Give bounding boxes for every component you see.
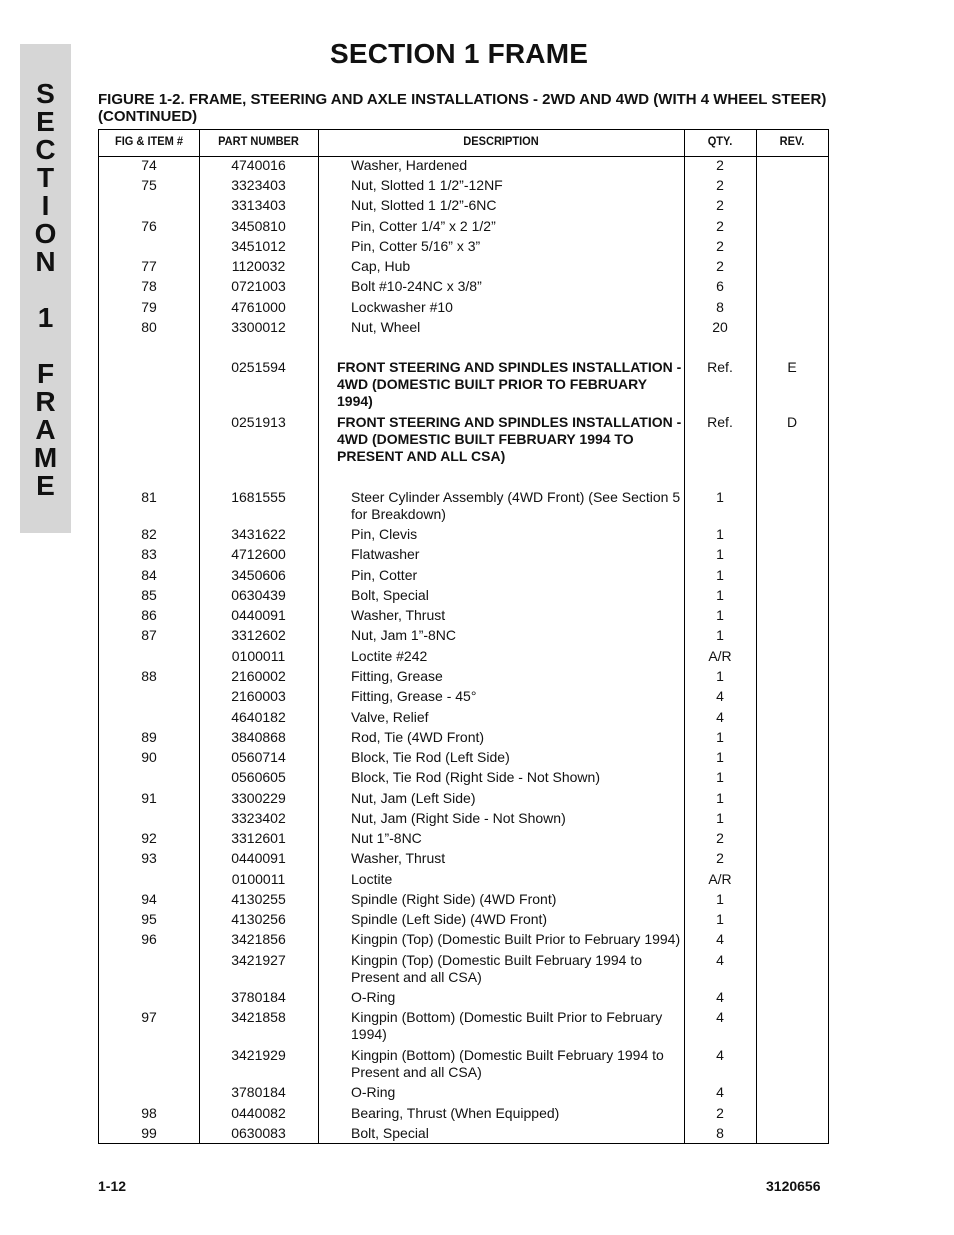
row-qty: 20 [712,319,728,335]
row-qty: 1 [716,769,724,785]
row-description: Fitting, Grease - 45° [351,688,477,704]
row-description: Nut, Slotted 1 1/2”-6NC [351,197,497,213]
row-part-number: 0630083 [231,1125,286,1141]
row-fig-item: 87 [141,627,157,643]
page-title: SECTION 1 FRAME [330,38,589,69]
row-description: Steer Cylinder Assembly (4WD Front) (See Section 5 for Breakdown) [351,489,681,522]
row-qty: 2 [716,177,724,193]
row-part-number: 4761000 [231,299,286,315]
column-header-qty: QTY. [707,134,733,148]
row-qty: 8 [716,1125,724,1141]
row-qty: 2 [716,258,724,274]
row-fig-item: 98 [141,1105,157,1121]
row-part-number: 0440091 [231,607,286,623]
row-part-number: 4640182 [231,709,286,725]
side-tab-letter: E [36,470,55,501]
row-qty: 2 [716,218,724,234]
row-description: Loctite #242 [351,648,428,664]
side-tab-letter: E [36,106,55,137]
column-header-part: PART NUMBER [218,134,299,148]
row-fig-item: 79 [141,299,157,315]
row-fig-item: 86 [141,607,157,623]
row-description: Washer, Hardened [351,157,468,173]
row-qty: 2 [716,830,724,846]
row-qty: 1 [716,607,724,623]
row-description: Nut, Jam (Left Side) [351,790,476,806]
parts-table [98,129,829,1144]
row-description: Kingpin (Top) (Domestic Built Prior to February 1994) [351,931,681,947]
side-tab-letter: R [35,386,56,417]
row-qty: 4 [716,1047,724,1063]
row-description: Flatwasher [351,546,420,562]
row-qty: 1 [716,587,724,603]
row-qty: Ref. [707,414,733,430]
row-description: Lockwasher #10 [351,299,453,315]
row-fig-item: 93 [141,850,157,866]
row-qty: 2 [716,1105,724,1121]
side-tab-letter: C [35,134,56,165]
row-fig-item: 96 [141,931,157,947]
row-part-number: 3450810 [231,218,286,234]
row-rev: E [787,359,797,375]
row-part-number: 3300012 [231,319,286,335]
row-part-number: 3780184 [231,989,286,1005]
row-qty: 2 [716,197,724,213]
row-qty: 4 [716,688,724,704]
row-part-number: 3323403 [231,177,286,193]
row-part-number: 3421858 [231,1009,286,1025]
row-fig-item: 81 [141,489,157,505]
row-qty: 8 [716,299,724,315]
document-number: 3120656 [766,1178,821,1194]
row-description: Rod, Tie (4WD Front) [351,729,485,745]
row-fig-item: 89 [141,729,157,745]
row-fig-item: 94 [141,891,157,907]
row-qty: 1 [716,729,724,745]
row-part-number: 0440091 [231,850,286,866]
page-number: 1-12 [98,1178,127,1194]
row-description: Pin, Cotter 1/4” x 2 1/2” [351,218,496,234]
column-header-rev: REV. [779,134,805,148]
row-part-number: 3300229 [231,790,286,806]
row-description: Pin, Cotter [351,567,418,583]
row-qty: 4 [716,931,724,947]
side-tab-letter: S [36,78,55,109]
row-description: Kingpin (Bottom) (Domestic Built February 1994 to Present and all CSA) [351,1047,664,1080]
row-description: Washer, Thrust [351,850,446,866]
side-tab-letter: 1 [37,302,54,333]
row-fig-item: 84 [141,567,157,583]
row-qty: 1 [716,810,724,826]
row-part-number: 0251913 [231,414,286,430]
row-qty: Ref. [707,359,733,375]
row-description: Kingpin (Top) (Domestic Built February 1994 to Present and all CSA) [351,952,643,985]
row-fig-item: 91 [141,790,157,806]
row-part-number: 4712600 [231,546,286,562]
row-description: Block, Tie Rod (Right Side - Not Shown) [351,769,600,785]
row-fig-item: 74 [141,157,157,173]
row-part-number: 0560714 [231,749,286,765]
row-part-number: 3431622 [231,526,286,542]
row-fig-item: 92 [141,830,157,846]
row-part-number: 3312602 [231,627,286,643]
side-tab-letter: T [36,162,55,193]
row-part-number: 0440082 [231,1105,286,1121]
row-description: Bolt, Special [351,1125,429,1141]
row-qty: 2 [716,238,724,254]
row-fig-item: 78 [141,278,157,294]
row-part-number: 3450606 [231,567,286,583]
row-fig-item: 80 [141,319,157,335]
row-description: Washer, Thrust [351,607,446,623]
row-qty: 1 [716,911,724,927]
row-part-number: 0100011 [231,871,286,887]
row-qty: 1 [716,668,724,684]
row-fig-item: 82 [141,526,157,542]
row-qty: 6 [716,278,724,294]
side-tab-letter: I [41,190,50,221]
row-description: Loctite [351,871,393,887]
row-part-number: 3421927 [231,952,286,968]
row-qty: 4 [716,1009,724,1025]
side-tab-letter: M [33,442,58,473]
row-description: O-Ring [351,1084,396,1100]
row-description: Spindle (Right Side) (4WD Front) [351,891,557,907]
row-qty: 1 [716,891,724,907]
row-part-number: 4740016 [231,157,286,173]
row-description: Pin, Clevis [351,526,418,542]
row-description: Bolt, Special [351,587,429,603]
row-description: Nut, Jam 1”-8NC [351,627,457,643]
row-description: Fitting, Grease [351,668,443,684]
row-part-number: 1681555 [231,489,286,505]
row-fig-item: 75 [141,177,157,193]
column-header-fig: FIG & ITEM # [114,134,184,148]
row-part-number: 2160003 [231,688,286,704]
row-description: Bearing, Thrust (When Equipped) [351,1105,560,1121]
row-fig-item: 88 [141,668,157,684]
row-qty: 1 [716,749,724,765]
row-rev: D [786,414,798,430]
row-part-number: 3313403 [231,197,286,213]
side-tab-letter: F [36,358,55,389]
side-tab-letter: A [35,414,56,445]
row-description: Kingpin (Bottom) (Domestic Built Prior to February 1994) [351,1009,663,1042]
row-fig-item: 83 [141,546,157,562]
row-qty: 1 [716,489,724,505]
row-qty: 4 [716,709,724,725]
row-fig-item: 99 [141,1125,157,1141]
row-description: Nut, Slotted 1 1/2”-12NF [351,177,503,193]
row-fig-item: 95 [141,911,157,927]
row-part-number: 4130255 [231,891,286,907]
row-part-number: 0630439 [231,587,286,603]
section-side-tab [20,44,71,533]
row-description: FRONT STEERING AND SPINDLES INSTALLATION - 4WD (DOMESTIC BUILT PRIOR TO FEBRUARY 1994) [337,359,682,409]
row-description: Valve, Relief [351,709,429,725]
row-qty: 4 [716,989,724,1005]
row-part-number: 0721003 [231,278,286,294]
row-qty: 1 [716,627,724,643]
row-fig-item: 97 [141,1009,157,1025]
row-description: O-Ring [351,989,396,1005]
row-qty: 2 [716,850,724,866]
figure-title: FIGURE 1-2. FRAME, STEERING AND AXLE INSTALLATIONS - 2WD AND 4WD (WITH 4 WHEEL STEER) (CONTINUED) [98,91,827,125]
row-description: FRONT STEERING AND SPINDLES INSTALLATION - 4WD (DOMESTIC BUILT FEBRUARY 1994 TO PRESENT AND ALL CSA) [337,414,682,464]
row-qty: 4 [716,1084,724,1100]
row-fig-item: 77 [141,258,157,274]
side-tab-letter: N [35,246,56,277]
row-part-number: 3323402 [231,810,286,826]
row-part-number: 3451012 [231,238,286,254]
row-qty: 1 [716,790,724,806]
row-part-number: 2160002 [231,668,286,684]
row-description: Cap, Hub [351,258,411,274]
row-description: Block, Tie Rod (Left Side) [351,749,510,765]
row-description: Pin, Cotter 5/16” x 3” [351,238,481,254]
row-part-number: 4130256 [231,911,286,927]
row-qty: 1 [716,526,724,542]
row-qty: A/R [708,871,732,887]
row-description: Nut, Wheel [351,319,421,335]
row-description: Nut, Jam (Right Side - Not Shown) [351,810,566,826]
column-header-description: DESCRIPTION [463,134,539,148]
row-part-number: 0560605 [231,769,286,785]
row-qty: 1 [716,567,724,583]
row-part-number: 3421929 [231,1047,286,1063]
row-part-number: 1120032 [231,258,286,274]
row-part-number: 0100011 [231,648,286,664]
row-fig-item: 90 [141,749,157,765]
row-qty: 2 [716,157,724,173]
row-qty: 4 [716,952,724,968]
row-fig-item: 76 [141,218,157,234]
row-part-number: 3780184 [231,1084,286,1100]
row-description: Bolt #10-24NC x 3/8” [351,278,482,294]
row-part-number: 3840868 [231,729,286,745]
row-fig-item: 85 [141,587,157,603]
row-part-number: 3421856 [231,931,286,947]
row-part-number: 0251594 [231,359,286,375]
row-part-number: 3312601 [231,830,286,846]
row-qty: 1 [716,546,724,562]
row-description: Nut 1”-8NC [351,830,422,846]
side-tab-letter: O [34,218,57,249]
row-qty: A/R [708,648,732,664]
row-description: Spindle (Left Side) (4WD Front) [351,911,548,927]
